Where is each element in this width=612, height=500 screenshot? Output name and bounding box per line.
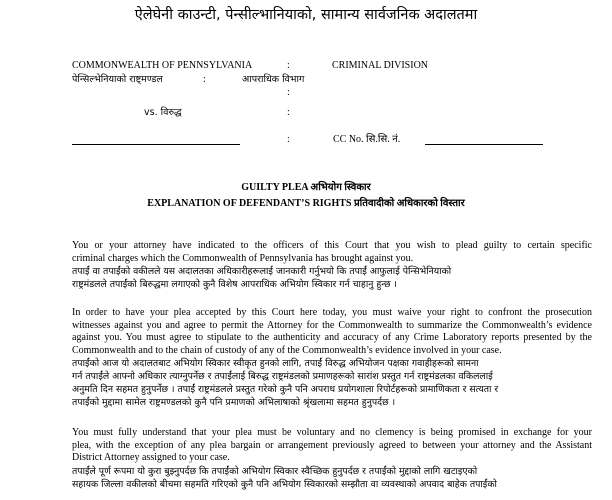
- guilty-plea-title: GUILTY PLEA अभियोग स्विकार: [241, 182, 371, 193]
- text-line: criminal charges which the Commonwealth of Pennsylvania has brought against you.: [72, 252, 414, 264]
- text-line: plea, with the exception of any plea bargain or arrangement previously agreed to between your attorney and the Assistant: [72, 439, 592, 451]
- cc-number-line: [425, 144, 543, 145]
- defendant-name-line: [72, 144, 240, 145]
- text-line: अनुमति दिन सहमत हुनुपर्नेछ । तपाईं राष्ट्रमंडलले प्रस्तुत गरेको कुनै पनि अपराध प्रयोगशाला रिपोर्टहरूको प्रामाणिकता र सत्यता र: [72, 384, 499, 395]
- text-line: In order to have your plea accepted by this Court here today, you must waive your right to confront the prosecution: [72, 307, 592, 318]
- commonwealth-label-np: पेन्सिल्भेनियाको राष्ट्मण्डल: [72, 74, 163, 85]
- text-line: गर्न तपाईंले आफ्नो अधिकार त्याग्नुपर्नेछ र तपाईंलाई बिरुद्ध राष्ट्रमंडलको प्रमाणहरूको सारांश प्रस्तुत गर्न राष्ट्रमंडलका वकिललाई: [72, 371, 493, 382]
- division-label-np: आपराधिक विभाग: [242, 74, 305, 85]
- text-line: तपाईं वा तपाईंको वकीलले यस अदालतका अधिकारीहरूलाई जानकारी गर्नुभयो कि तपाईं आफुलाई पेन्सिभेनियाको: [72, 266, 452, 277]
- versus-label: vs. विरुद्ध: [144, 107, 182, 118]
- text-line: against you. You must agree to stipulate to the authenticity and accuracy of any Crime Laboratory reports presented by the: [72, 332, 592, 344]
- caption-separator: :: [203, 74, 206, 85]
- text-line: तपाईंले पूर्ण रूपमा यो कुरा बुझ्नुपर्दछ कि तपाईंको अभियोग स्विकार स्वैच्छिक हुनुपर्दछ र तपाईंको मुद्दाको लागि खटाइएको: [72, 466, 478, 477]
- commonwealth-label: COMMONWEALTH OF PENNSYLVANIA: [72, 60, 253, 71]
- paragraph-2-en: [72, 307, 592, 357]
- text-line: राष्ट्रमंडलले तपाईंको बिरुद्धमा लगाएको कुनै विशेष आपराधिक अभियोग स्विकार गर्न चाहानु हुन्छ ।: [72, 279, 397, 290]
- caption-separator: :: [287, 134, 290, 145]
- page-title: ऐलेघेनी काउन्टी, पेन्सील्भानियाको, सामान्य सार्वजनिक अदालतमा: [134, 7, 478, 23]
- text-line: District Attorney assigned to your case.: [72, 452, 230, 464]
- text-line: तपाईंको मुद्दामा सामेल राष्ट्रमण्डलको कुनै पनि प्रमाणको अभिलाषाको श्रृंखलामा सहमत हुनुपर्दछ ।: [72, 397, 396, 408]
- text-line: सहायक जिल्ला वकीलको बीचमा सहमति गरिएको कुनै पनि अभियोग स्विकारको सम्झौता वा व्यवस्थाको अपवाद बाहेक तपाईंको: [72, 479, 497, 490]
- explanation-title: EXPLANATION OF DEFENDANT’S RIGHTS प्रतिवादीको अधिकारको विस्तार: [147, 198, 465, 209]
- caption-separator: :: [287, 87, 290, 98]
- caption-separator: :: [287, 107, 290, 118]
- paragraph-1-en: [72, 240, 592, 265]
- text-line: You or your attorney have indicated to the officers of this Court that you wish to plead guilty to certain specific: [72, 240, 592, 251]
- paragraph-3-en: [72, 427, 592, 465]
- caption-separator: :: [287, 60, 290, 71]
- text-line: Commonwealth and to the chain of custody of any of the Commonwealth’s evidence involved in your case.: [72, 344, 502, 356]
- paragraph-2-np: [72, 357, 592, 409]
- paragraph-3-np: [72, 465, 592, 491]
- text-line: witnesses against you and agree to permit the Attorney for the Commonwealth to summarize the Commonwealth’s evidence: [72, 319, 592, 331]
- division-label: CRIMINAL DIVISION: [332, 60, 429, 71]
- text-line: You must fully understand that your plea must be voluntary and no clemency is being promised in exchange for your: [72, 427, 592, 438]
- text-line: तपाईंको आज यो अदालतबाट अभियोग स्विकार स्वीकृत हुनको लागि, तपाईं विरुद्ध अभियोजन पक्षका गवाहीहरूको सामना: [72, 358, 479, 369]
- paragraph-1-np: [72, 265, 592, 291]
- cc-number-label: CC No. सि.सि. नं.: [333, 134, 401, 145]
